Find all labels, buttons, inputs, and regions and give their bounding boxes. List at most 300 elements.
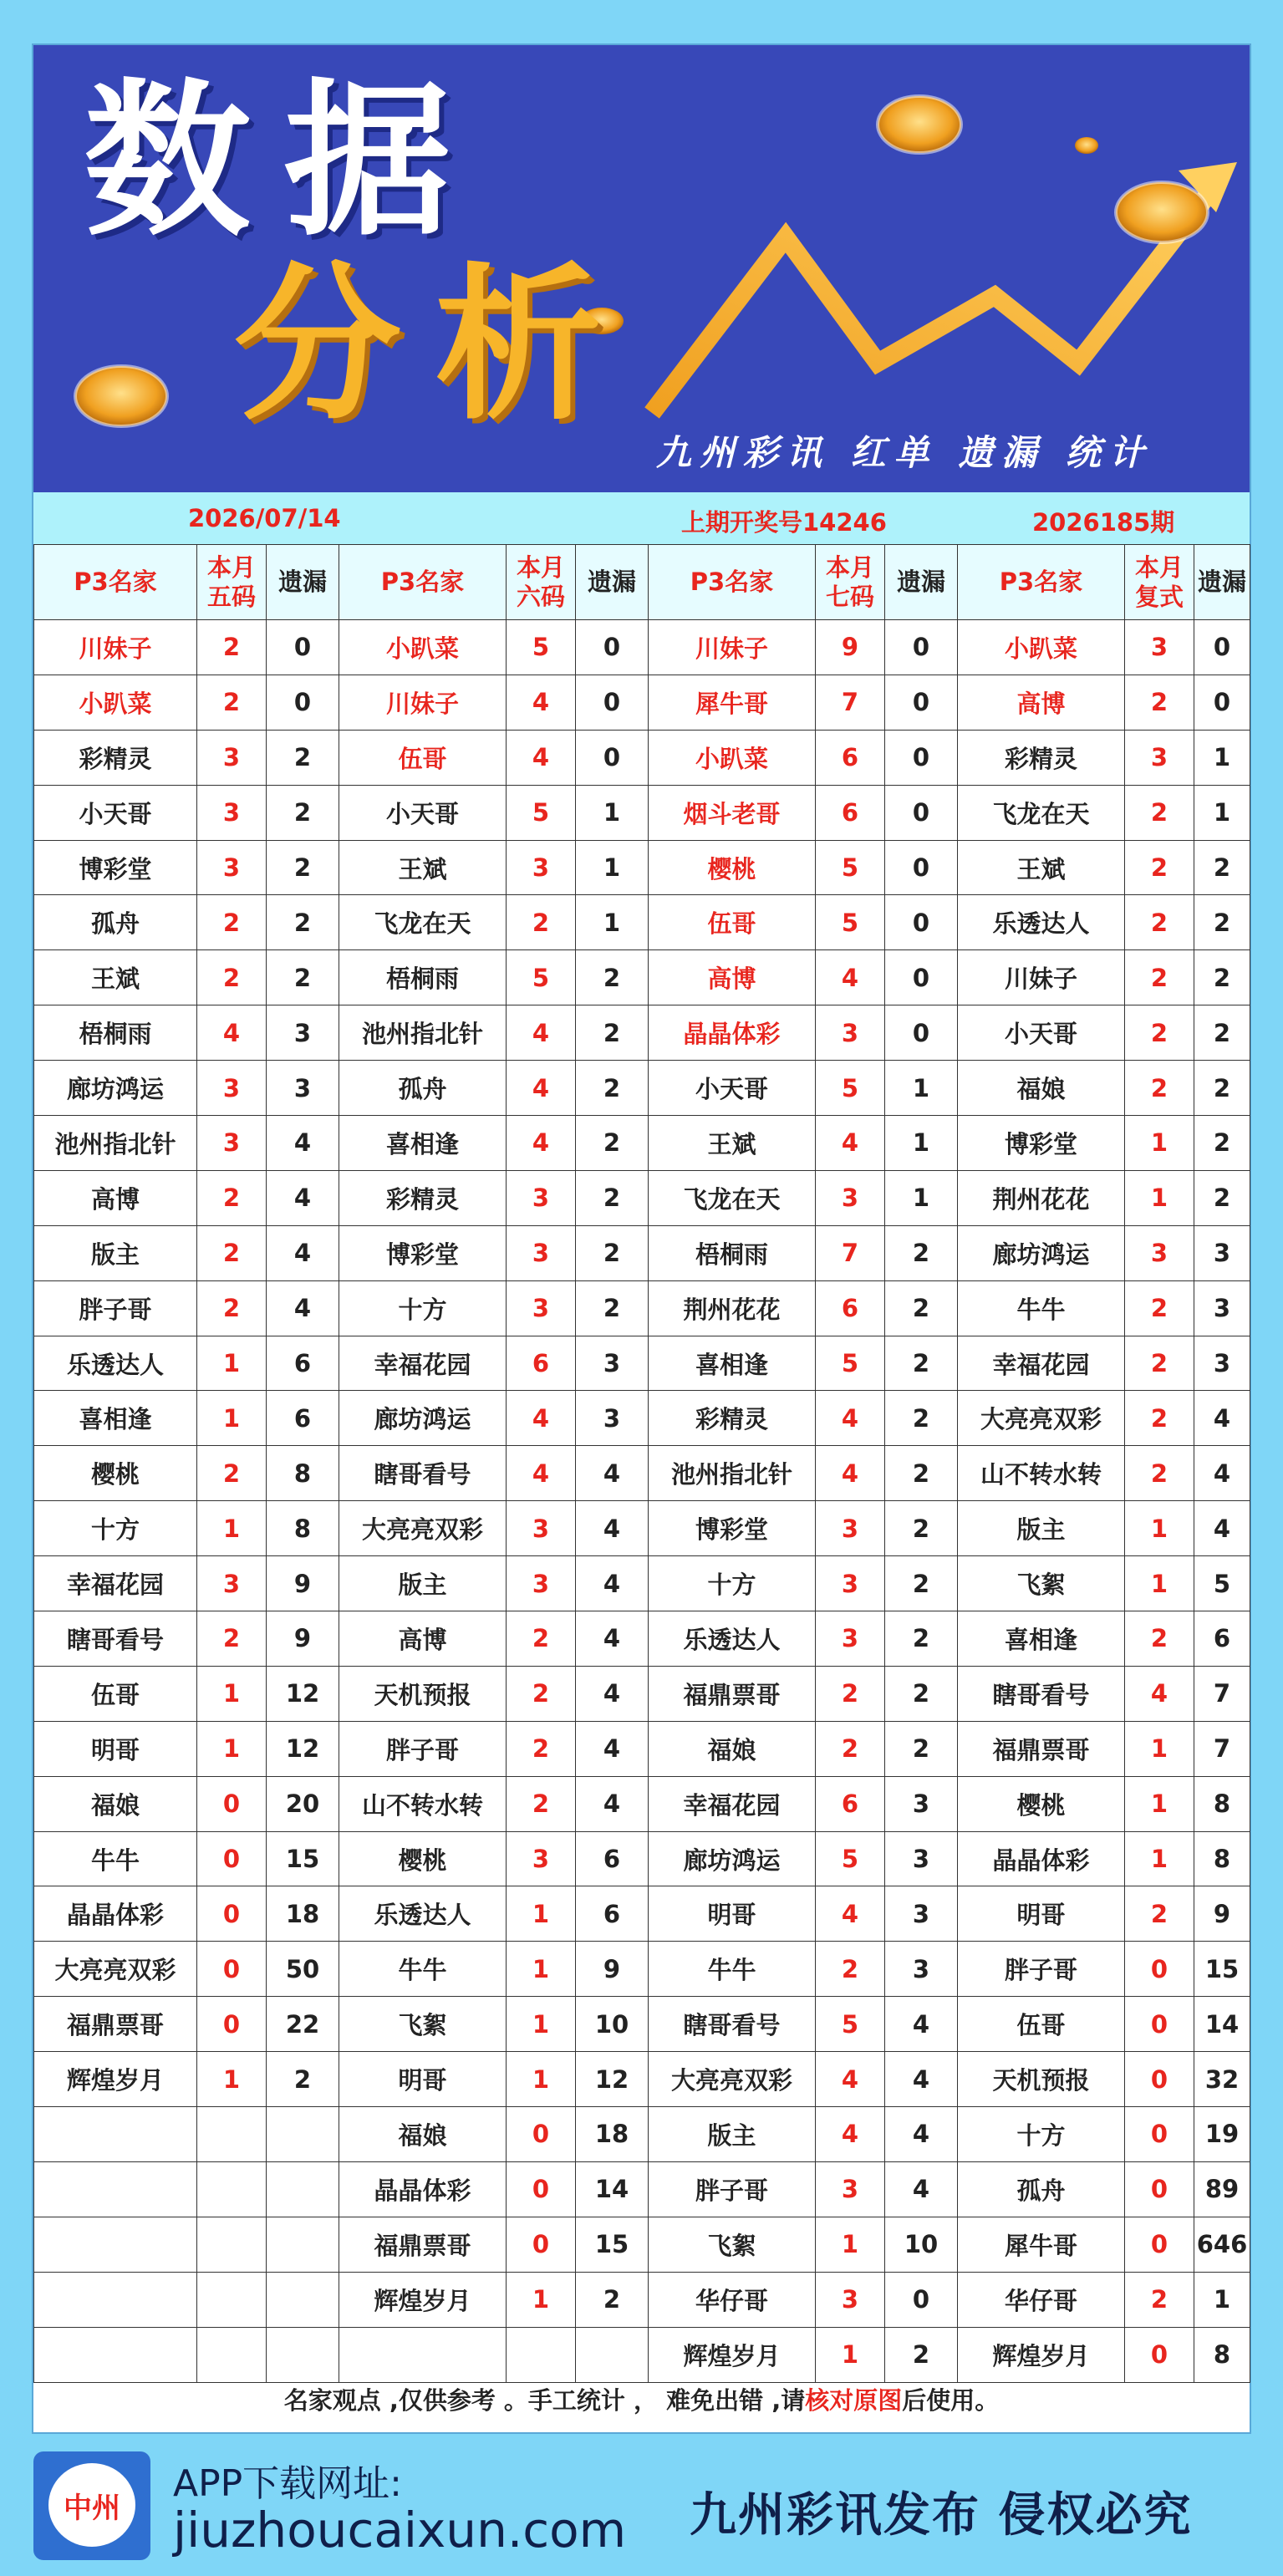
miss-count: 1 [885, 1061, 958, 1116]
miss-count: 4 [576, 1721, 649, 1776]
hit-count: 4 [507, 1391, 576, 1446]
footnote-text-end: 后使用。 [902, 2386, 1000, 2415]
header-count-line1: 本月 [1134, 552, 1184, 582]
hit-count: 3 [507, 1225, 576, 1280]
hit-count: 2 [507, 1776, 576, 1831]
miss-count: 4 [885, 2052, 958, 2107]
table-row [34, 1116, 1250, 1171]
miss-count: 1 [1194, 730, 1250, 785]
expert-name [34, 2217, 197, 2272]
expert-name: 小趴菜 [339, 620, 507, 675]
expert-name: 廊坊鸿运 [958, 1225, 1125, 1280]
hit-count: 2 [1125, 1446, 1194, 1501]
expert-name: 山不转水转 [339, 1776, 507, 1831]
hit-count: 7 [816, 1225, 885, 1280]
miss-count: 2 [885, 1556, 958, 1611]
miss-count: 0 [1194, 620, 1250, 675]
expert-name: 晶晶体彩 [958, 1831, 1125, 1886]
expert-name: 瞎哥看号 [339, 1446, 507, 1501]
hit-count: 3 [816, 1170, 885, 1225]
table-row [34, 2052, 1250, 2107]
footnote-highlight: 核对原图 [805, 2386, 903, 2415]
expert-name: 明哥 [958, 1886, 1125, 1942]
miss-count: 4 [576, 1556, 649, 1611]
header-name-col: P3名家 [339, 545, 507, 620]
hit-count: 2 [507, 1721, 576, 1776]
miss-count: 4 [576, 1611, 649, 1667]
expert-name: 乐透达人 [34, 1336, 197, 1391]
miss-count: 0 [885, 840, 958, 895]
expert-name: 牛牛 [649, 1942, 816, 1997]
hit-count: 3 [197, 1556, 267, 1611]
miss-count [267, 2272, 339, 2327]
miss-count: 2 [885, 1666, 958, 1721]
table-row [34, 785, 1250, 840]
expert-name: 山不转水转 [958, 1446, 1125, 1501]
hit-count: 3 [197, 1116, 267, 1171]
miss-count: 0 [576, 730, 649, 785]
expert-name: 川妹子 [34, 620, 197, 675]
miss-count: 0 [885, 620, 958, 675]
miss-count: 0 [885, 785, 958, 840]
miss-count: 9 [267, 1611, 339, 1667]
miss-count: 3 [885, 1776, 958, 1831]
expert-name: 大亮亮双彩 [339, 1501, 507, 1556]
expert-name: 王斌 [339, 840, 507, 895]
hit-count: 6 [507, 1336, 576, 1391]
table-row [34, 1556, 1250, 1611]
expert-name: 瞎哥看号 [34, 1611, 197, 1667]
table-body [34, 620, 1250, 2383]
expert-name: 天机预报 [339, 1666, 507, 1721]
hit-count: 3 [816, 2161, 885, 2217]
miss-count: 3 [267, 1005, 339, 1061]
miss-count: 2 [885, 1446, 958, 1501]
miss-count: 0 [885, 950, 958, 1005]
hit-count: 0 [197, 1942, 267, 1997]
hit-count: 6 [816, 730, 885, 785]
header-count-line2: 五码 [206, 582, 256, 611]
table-row [34, 1942, 1250, 1997]
header-miss-col: 遗漏 [267, 545, 339, 620]
header-count-col [1125, 545, 1194, 620]
miss-count: 0 [267, 675, 339, 730]
app-download-url[interactable]: jiuzhoucaixun.com [173, 2502, 627, 2558]
hit-count: 0 [1125, 2107, 1194, 2162]
miss-count: 4 [885, 2161, 958, 2217]
expert-name [34, 2161, 197, 2217]
hit-count: 5 [816, 1336, 885, 1391]
expert-name: 樱桃 [649, 840, 816, 895]
hit-count: 5 [816, 840, 885, 895]
miss-count: 4 [1194, 1501, 1250, 1556]
hit-count [197, 2217, 267, 2272]
hit-count: 1 [1125, 1831, 1194, 1886]
hit-count: 2 [1125, 1005, 1194, 1061]
expert-name: 福娘 [958, 1061, 1125, 1116]
table-row [34, 1446, 1250, 1501]
expert-name: 伍哥 [649, 895, 816, 950]
miss-count: 2 [885, 1336, 958, 1391]
miss-count: 2 [885, 1225, 958, 1280]
expert-name: 喜相逢 [339, 1116, 507, 1171]
hit-count: 4 [507, 1446, 576, 1501]
miss-count: 1 [576, 895, 649, 950]
expert-name: 喜相逢 [958, 1611, 1125, 1667]
hit-count: 3 [197, 840, 267, 895]
header-count-col [816, 545, 885, 620]
miss-count: 2 [1194, 1170, 1250, 1225]
logo-text: 中州 [64, 2492, 120, 2525]
header-count-line2: 七码 [825, 582, 874, 611]
footnote-text: 名家观点 ,仅供参考 。手工统计 ， 难免出错 ,请 [283, 2386, 806, 2415]
miss-count: 2 [267, 785, 339, 840]
expert-name: 版主 [34, 1225, 197, 1280]
miss-count: 50 [267, 1942, 339, 1997]
expert-name: 晶晶体彩 [339, 2161, 507, 2217]
expert-name: 福鼎票哥 [339, 2217, 507, 2272]
miss-count: 8 [1194, 1831, 1250, 1886]
hit-count: 3 [816, 1501, 885, 1556]
expert-name: 高博 [34, 1170, 197, 1225]
miss-count: 2 [576, 1116, 649, 1171]
miss-count: 2 [885, 1391, 958, 1446]
hit-count: 2 [1125, 1391, 1194, 1446]
hit-count: 5 [816, 1061, 885, 1116]
hit-count: 3 [816, 1611, 885, 1667]
header-miss-col: 遗漏 [885, 545, 958, 620]
miss-count: 4 [267, 1225, 339, 1280]
expert-name: 博彩堂 [958, 1116, 1125, 1171]
miss-count: 2 [576, 1061, 649, 1116]
hit-count: 3 [507, 1501, 576, 1556]
table-row [34, 620, 1250, 675]
miss-count: 2 [576, 950, 649, 1005]
miss-count: 14 [1194, 1997, 1250, 2052]
hit-count: 2 [197, 1611, 267, 1667]
hit-count: 4 [507, 675, 576, 730]
expert-name: 十方 [34, 1501, 197, 1556]
hit-count: 4 [197, 1005, 267, 1061]
header-count-line2: 复式 [1134, 582, 1184, 611]
hit-count: 2 [1125, 1336, 1194, 1391]
info-last-draw: 上期开奖号14246 [681, 508, 887, 537]
hit-count: 4 [816, 2052, 885, 2107]
miss-count [267, 2161, 339, 2217]
header-miss-col: 遗漏 [576, 545, 649, 620]
hit-count: 1 [197, 1336, 267, 1391]
miss-count: 18 [576, 2107, 649, 2162]
expert-name: 华仔哥 [649, 2272, 816, 2327]
expert-name: 樱桃 [34, 1446, 197, 1501]
hit-count: 3 [197, 730, 267, 785]
miss-count: 4 [1194, 1391, 1250, 1446]
miss-count: 15 [576, 2217, 649, 2272]
miss-count: 2 [267, 895, 339, 950]
miss-count: 1 [1194, 785, 1250, 840]
hit-count: 3 [1125, 620, 1194, 675]
hit-count: 9 [816, 620, 885, 675]
miss-count: 2 [576, 1225, 649, 1280]
miss-count: 2 [1194, 950, 1250, 1005]
expert-name: 十方 [958, 2107, 1125, 2162]
expert-name: 梧桐雨 [34, 1005, 197, 1061]
miss-count: 2 [885, 1721, 958, 1776]
hit-count: 3 [507, 1831, 576, 1886]
miss-count: 10 [576, 1997, 649, 2052]
table-row [34, 1997, 1250, 2052]
expert-name: 彩精灵 [649, 1391, 816, 1446]
miss-count: 1 [576, 785, 649, 840]
miss-count: 1 [1194, 2272, 1250, 2327]
hit-count: 3 [1125, 730, 1194, 785]
header-count-line1: 本月 [206, 552, 256, 582]
expert-name: 大亮亮双彩 [34, 1942, 197, 1997]
table-row [34, 1831, 1250, 1886]
expert-name: 明哥 [649, 1886, 816, 1942]
miss-count: 7 [1194, 1666, 1250, 1721]
hit-count: 2 [816, 1721, 885, 1776]
hit-count: 1 [197, 1501, 267, 1556]
expert-name: 版主 [958, 1501, 1125, 1556]
hit-count: 3 [507, 840, 576, 895]
expert-name: 幸福花园 [34, 1556, 197, 1611]
expert-name: 福鼎票哥 [958, 1721, 1125, 1776]
miss-count: 8 [267, 1446, 339, 1501]
miss-count: 18 [267, 1886, 339, 1942]
table-row [34, 1721, 1250, 1776]
miss-count: 4 [885, 1997, 958, 2052]
hit-count: 6 [816, 1776, 885, 1831]
hit-count: 1 [1125, 1116, 1194, 1171]
miss-count: 3 [1194, 1280, 1250, 1336]
miss-count: 6 [267, 1336, 339, 1391]
miss-count: 3 [885, 1886, 958, 1942]
hit-count: 4 [816, 1886, 885, 1942]
hit-count: 1 [507, 1886, 576, 1942]
expert-name: 伍哥 [958, 1997, 1125, 2052]
expert-name: 牛牛 [339, 1942, 507, 1997]
hit-count: 4 [507, 730, 576, 785]
hit-count: 2 [1125, 950, 1194, 1005]
hit-count: 5 [816, 1831, 885, 1886]
miss-count: 6 [576, 1886, 649, 1942]
miss-count: 0 [1194, 675, 1250, 730]
miss-count: 0 [576, 675, 649, 730]
miss-count: 2 [885, 2327, 958, 2382]
hit-count: 1 [1125, 1170, 1194, 1225]
miss-count: 3 [1194, 1336, 1250, 1391]
hit-count: 4 [816, 950, 885, 1005]
miss-count: 7 [1194, 1721, 1250, 1776]
hit-count: 4 [1125, 1666, 1194, 1721]
miss-count: 4 [576, 1501, 649, 1556]
miss-count: 2 [576, 2272, 649, 2327]
expert-name: 晶晶体彩 [34, 1886, 197, 1942]
miss-count: 2 [267, 2052, 339, 2107]
miss-count: 8 [267, 1501, 339, 1556]
expert-name: 王斌 [958, 840, 1125, 895]
expert-name: 乐透达人 [339, 1886, 507, 1942]
expert-name: 荆州花花 [958, 1170, 1125, 1225]
miss-count: 2 [576, 1005, 649, 1061]
miss-count: 8 [1194, 2327, 1250, 2382]
coin-icon [1116, 182, 1208, 242]
expert-name: 幸福花园 [649, 1776, 816, 1831]
miss-count: 2 [1194, 840, 1250, 895]
miss-count: 2 [885, 1280, 958, 1336]
expert-name: 明哥 [34, 1721, 197, 1776]
expert-name: 飞龙在天 [958, 785, 1125, 840]
expert-name: 十方 [649, 1556, 816, 1611]
hit-count: 6 [816, 1280, 885, 1336]
expert-name: 小天哥 [649, 1061, 816, 1116]
stats-table [33, 544, 1250, 2383]
hit-count [197, 2272, 267, 2327]
miss-count: 8 [1194, 1776, 1250, 1831]
expert-name: 池州指北针 [649, 1446, 816, 1501]
table-row [34, 1336, 1250, 1391]
expert-name: 池州指北针 [34, 1116, 197, 1171]
expert-name: 辉煌岁月 [649, 2327, 816, 2382]
hit-count: 2 [816, 1942, 885, 1997]
table-row [34, 950, 1250, 1005]
miss-count: 2 [576, 1280, 649, 1336]
miss-count: 3 [267, 1061, 339, 1116]
hit-count: 1 [197, 1666, 267, 1721]
miss-count: 4 [267, 1280, 339, 1336]
table-row [34, 1170, 1250, 1225]
expert-name: 彩精灵 [958, 730, 1125, 785]
expert-name: 小天哥 [339, 785, 507, 840]
miss-count: 89 [1194, 2161, 1250, 2217]
hit-count: 3 [816, 1556, 885, 1611]
hit-count: 0 [1125, 1942, 1194, 1997]
miss-count: 10 [885, 2217, 958, 2272]
expert-name: 喜相逢 [34, 1391, 197, 1446]
expert-name: 辉煌岁月 [958, 2327, 1125, 2382]
miss-count: 2 [885, 1501, 958, 1556]
miss-count: 4 [576, 1446, 649, 1501]
table-row [34, 840, 1250, 895]
expert-name: 大亮亮双彩 [649, 2052, 816, 2107]
miss-count: 0 [267, 620, 339, 675]
expert-name: 胖子哥 [34, 1280, 197, 1336]
expert-name: 高博 [958, 675, 1125, 730]
hit-count: 4 [507, 1061, 576, 1116]
expert-name: 胖子哥 [649, 2161, 816, 2217]
miss-count: 3 [885, 1942, 958, 1997]
expert-name: 烟斗老哥 [649, 785, 816, 840]
expert-name: 版主 [649, 2107, 816, 2162]
miss-count: 3 [576, 1336, 649, 1391]
expert-name: 小天哥 [958, 1005, 1125, 1061]
miss-count: 1 [885, 1170, 958, 1225]
hit-count: 2 [1125, 840, 1194, 895]
hit-count: 0 [1125, 2327, 1194, 2382]
miss-count: 12 [576, 2052, 649, 2107]
hit-count: 1 [816, 2327, 885, 2382]
table-row [34, 1280, 1250, 1336]
hit-count: 4 [507, 1005, 576, 1061]
hit-count: 2 [197, 950, 267, 1005]
miss-count: 2 [1194, 1061, 1250, 1116]
expert-name: 胖子哥 [958, 1942, 1125, 1997]
miss-count: 6 [267, 1391, 339, 1446]
miss-count: 4 [267, 1116, 339, 1171]
table-row [34, 2161, 1250, 2217]
header-count-col [507, 545, 576, 620]
banner-title-line2: 分析 [234, 248, 636, 443]
expert-name: 福鼎票哥 [34, 1997, 197, 2052]
miss-count: 0 [885, 1005, 958, 1061]
table-row [34, 1776, 1250, 1831]
expert-name: 樱桃 [958, 1776, 1125, 1831]
hit-count: 1 [1125, 1501, 1194, 1556]
expert-name: 梧桐雨 [649, 1225, 816, 1280]
header-name-col: P3名家 [649, 545, 816, 620]
hit-count: 2 [507, 1611, 576, 1667]
miss-count: 2 [1194, 1116, 1250, 1171]
expert-name: 乐透达人 [958, 895, 1125, 950]
miss-count: 4 [1194, 1446, 1250, 1501]
hit-count: 4 [816, 1116, 885, 1171]
miss-count: 3 [1194, 1225, 1250, 1280]
hit-count: 2 [197, 895, 267, 950]
miss-count: 1 [885, 1116, 958, 1171]
hit-count: 2 [507, 1666, 576, 1721]
coin-icon [75, 366, 167, 426]
expert-name: 飞龙在天 [339, 895, 507, 950]
hit-count: 3 [507, 1170, 576, 1225]
hit-count: 2 [816, 1666, 885, 1721]
table-row [34, 1886, 1250, 1942]
table-row [34, 895, 1250, 950]
miss-count: 4 [576, 1776, 649, 1831]
expert-name: 小趴菜 [649, 730, 816, 785]
header-count-line2: 六码 [516, 582, 565, 611]
hit-count: 1 [507, 2052, 576, 2107]
expert-name: 牛牛 [34, 1831, 197, 1886]
expert-name: 胖子哥 [339, 1721, 507, 1776]
expert-name: 高博 [339, 1611, 507, 1667]
miss-count: 4 [267, 1170, 339, 1225]
header-count-col [197, 545, 267, 620]
hit-count: 3 [507, 1280, 576, 1336]
miss-count: 0 [885, 730, 958, 785]
hit-count: 1 [1125, 1776, 1194, 1831]
hit-count: 1 [507, 1942, 576, 1997]
expert-name: 飞絮 [649, 2217, 816, 2272]
expert-name: 辉煌岁月 [34, 2052, 197, 2107]
hit-count: 5 [507, 785, 576, 840]
expert-name: 天机预报 [958, 2052, 1125, 2107]
hit-count: 0 [507, 2161, 576, 2217]
expert-name: 王斌 [649, 1116, 816, 1171]
info-row [33, 492, 1250, 544]
hit-count: 1 [507, 2272, 576, 2327]
expert-name: 版主 [339, 1556, 507, 1611]
hit-count: 3 [197, 785, 267, 840]
miss-count: 0 [885, 895, 958, 950]
expert-name: 川妹子 [649, 620, 816, 675]
expert-name: 廊坊鸿运 [339, 1391, 507, 1446]
miss-count: 14 [576, 2161, 649, 2217]
miss-count: 5 [1194, 1556, 1250, 1611]
hit-count: 2 [1125, 1611, 1194, 1667]
expert-name: 辉煌岁月 [339, 2272, 507, 2327]
hit-count: 5 [816, 895, 885, 950]
